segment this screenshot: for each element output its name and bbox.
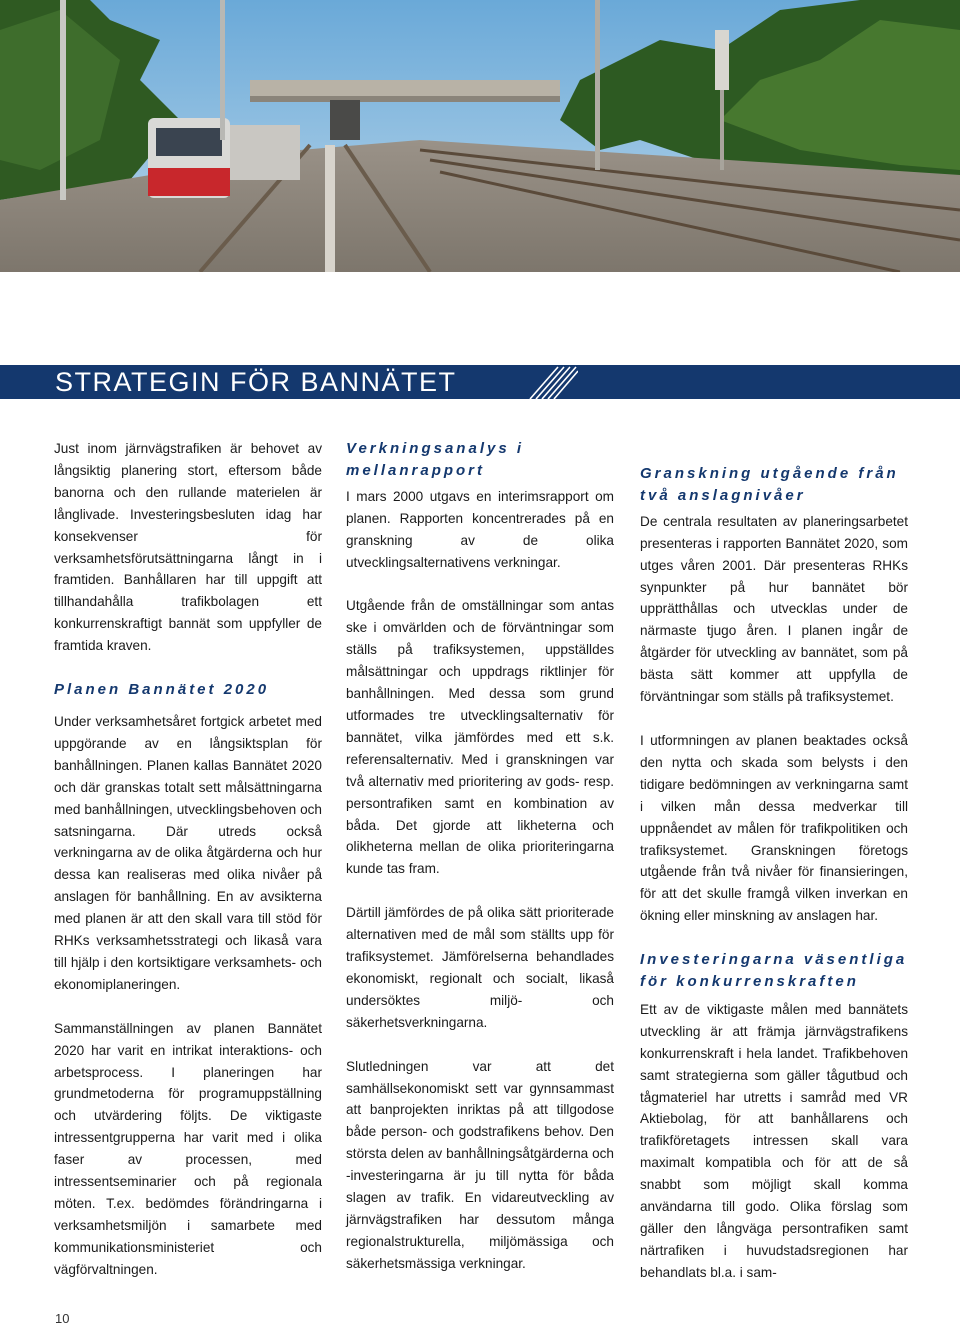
paragraph: Därtill jämfördes de på olika sätt prioriterade alternativen med de mål som ställts upp för trafiksystemet. Jämförelserna behandlades ekonomiskt, regionalt och socialt, likaså undersöktes miljö- och säkerhetsverkningarna. [346, 905, 614, 1030]
paragraph: Ett av de viktigaste målen med bannätets utveckling är att främja järnvägstrafikens konkurrenskraft i hela landet. Trafikbehoven samt strategierna som gäller tågutbud och tågmateriel har utretts i samråd med VR Aktiebolag, för att banhållarens och trafikföretagets intressen skall vara maximalt kompatibla och för att de så snabbt som möjligt skall komma användarna till godo. Olika förslag som gäller den långväga persontrafiken samt närtrafiken i huvudstadsregionen har behandlats bl.a. i sam- [640, 1001, 908, 1280]
paragraph: I mars 2000 utgavs en interimsrapport om planen. Rapporten koncentrerades på en granskning av de olika utvecklingsalternativens verkningar. [346, 488, 614, 570]
paragraph: Sammanställningen av planen Bannätet 2020 har varit en intrikat interaktions- och arbetsprocess. I planeringen har grundmetoderna för programuppställning och utvärdering följts. De viktigaste intressentgrupperna har varit med i olika faser av processen, med intressentseminarier och på regionala möten. T.ex. bedömdes förändringarna i verksamhetsmiljön i samarbete med kommunikationsministeriet och vägförvaltningen. [54, 1020, 322, 1277]
page-title: STRATEGIN FÖR BANNÄTET [55, 367, 457, 397]
text-column-2 [346, 438, 614, 1275]
section-heading: Verkningsanalys i mellanrapport [346, 440, 525, 479]
paragraph: I utformningen av planen beaktades också den nytta och skada som belysts i den tidigare bedömningen av verkningarna samt i vilken mån dessa medverkar till uppnåendet av målen för trafikpolitiken och trafiksystemet. Granskningen företogs utgående från två nivåer för finansieringen, för att det skulle framgå vilken inverkan en ökning eller minskning av anslagen har. [640, 732, 908, 924]
railway-photo [0, 0, 960, 272]
section-heading: Investeringarna väsentliga för konkurrenskraften [640, 951, 908, 991]
text-column-1 [54, 438, 322, 1281]
section-heading: Planen Bannätet 2020 [54, 681, 270, 699]
section-banner [0, 365, 960, 399]
paragraph: Slutledningen var att det samhällsekonomiskt sett var gynnsammast att banprojekten inriktas på att tillgodose både person- och godstrafikens behov. Den största delen av banhållningsåtgärderna och -investeringarna är ju till nytta för båda slagen av trafik. En vidareutveckling av järnvägstrafiken har dessutom många regionalstrukturella, miljömässiga och säkerhetsmässiga verkningar. [346, 1058, 614, 1271]
paragraph: Under verksamhetsåret fortgick arbetet med uppgörande av en långsiktsplan för banhållningen. Planen kallas Bannätet 2020 och där granskas totalt sett målsättningarna med banhållningen, utvecklingsbehoven och satsningarna. Där utreds också verkningarna av de olika åtgärderna och hur dessa kan realiseras med olika nivåer på anslagen för banhållning. En av avsikterna med planen är att den skall vara till stöd för RHKs verksamhetsstrategi och likaså vara till hjälp i den kortsiktigare verksamhets- och ekonomiplaneringen. [54, 713, 322, 992]
page-number: 10 [55, 1311, 70, 1326]
paragraph: Just inom järnvägstrafiken är behovet av långsiktig planering stort, eftersom både banorna och den rullande materielen är långlivade. Investeringsbesluten idag har konsekvenser för verksamhetsförutsättningarna långt in i framtiden. Banhållaren har till uppgift att tillhandahålla trafikbolagen ett konkurrenskraftigt bannät som uppfyller de framtida kraven. [54, 441, 322, 654]
paragraph: De centrala resultaten av planeringsarbetet presenteras i rapporten Bannätet 2020, som utges våren 2001. Där presenteras RHKs synpunkter på hur bannätet bör upprätthållas och utvecklas under de närmaste tjugo åren. I planen ingår de åtgärder för utveckling av bannätet, som på bästa sätt kommer att uppfylla de förväntningar som ställs på trafiksystemet. [640, 513, 908, 705]
section-heading: Granskning utgående från två anslagnivåer [640, 465, 899, 504]
paragraph: Utgående från de omställningar som antas ske i omvärlden och de förväntningar som ställs på trafiksystemen, uppställdes målsättningar och uppdrags riktlinjer för banhållningen. Med dessa som grund utformades tre utvecklingsalternativ för bannätet, vilka jämfördes med ett s.k. referensalternativ. Med i granskningen var två alternativ med prioritering av gods- resp. persontrafiken samt en kombination av båda. Det gjorde att likheterna och olikheterna mellan de olika prioriteringarna kunde tas fram. [346, 598, 614, 877]
diagonal-stripes-icon [528, 365, 578, 399]
text-column-3 [640, 463, 908, 1284]
